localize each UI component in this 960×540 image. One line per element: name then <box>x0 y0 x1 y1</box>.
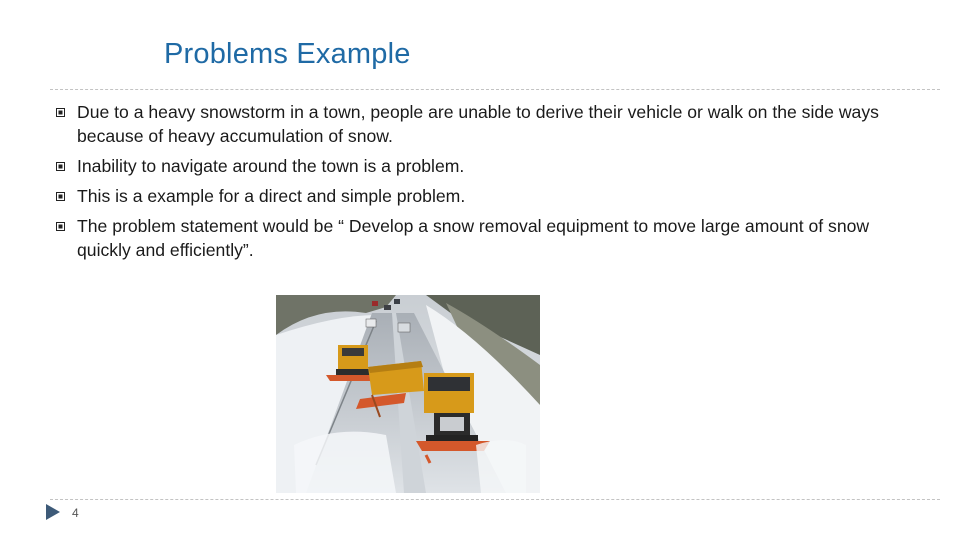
bullet-list <box>56 100 916 268</box>
slide-title: Problems Example <box>164 38 411 70</box>
page-number: 4 <box>72 506 79 520</box>
bullet-text: Inability to navigate around the town is a problem. <box>77 156 465 176</box>
footer-arrow-icon <box>46 504 60 520</box>
bullet-item <box>56 184 916 208</box>
bullet-item <box>56 214 916 262</box>
square-bullet-icon <box>56 222 65 231</box>
square-bullet-icon <box>56 192 65 201</box>
bullet-text: This is a example for a direct and simple problem. <box>77 186 466 206</box>
square-bullet-icon <box>56 108 65 117</box>
bullet-item <box>56 154 916 178</box>
bullet-text: The problem statement would be “ Develop a snow removal equipment to move large amount of snow quickly and efficiently”. <box>77 216 870 260</box>
snowplow-trucks-photo <box>276 295 540 493</box>
square-bullet-icon <box>56 162 65 171</box>
bullet-item <box>56 100 916 148</box>
bottom-divider <box>50 499 940 500</box>
top-divider <box>50 89 940 90</box>
bullet-text: Due to a heavy snowstorm in a town, people are unable to derive their vehicle or walk on the side ways because of heavy accumulation of snow. <box>77 102 879 146</box>
